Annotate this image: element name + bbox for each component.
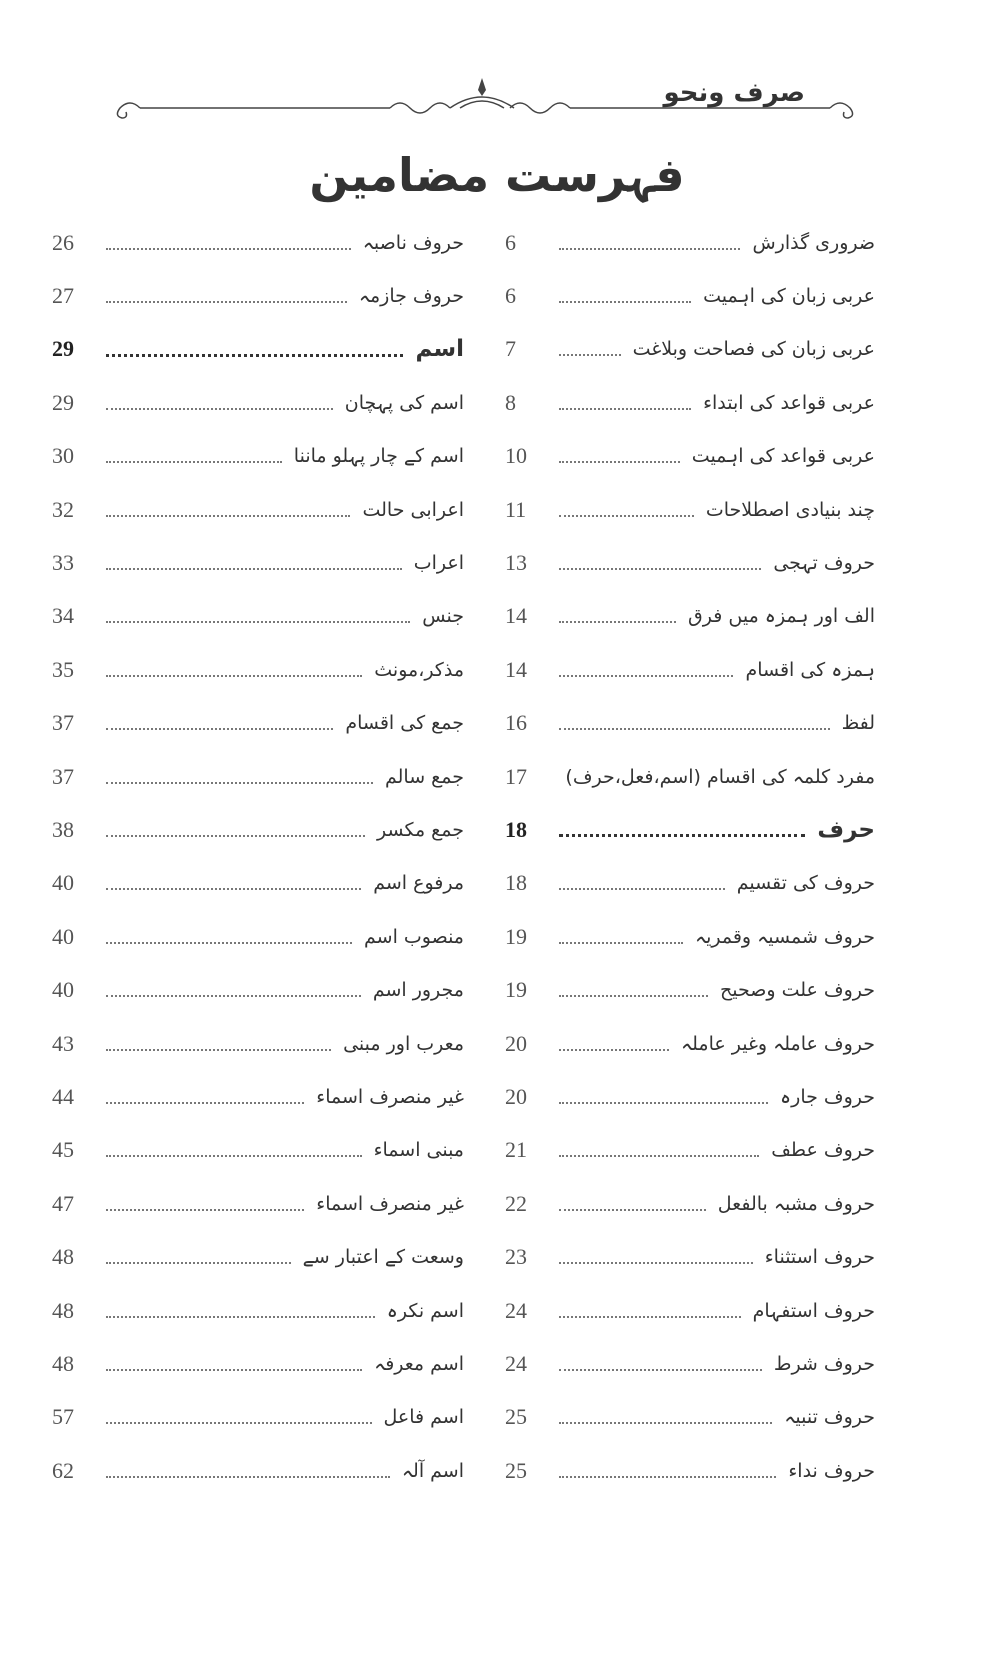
toc-entry[interactable] bbox=[505, 269, 875, 322]
toc-entry[interactable] bbox=[52, 1124, 464, 1177]
entry-title: اعراب bbox=[413, 552, 464, 575]
page-number: 34 bbox=[52, 603, 74, 629]
page-number: 24 bbox=[505, 1297, 527, 1323]
page-number: 62 bbox=[52, 1457, 74, 1483]
page-number: 17 bbox=[505, 763, 527, 789]
page-number: 48 bbox=[52, 1244, 74, 1270]
entry-title: حروف جارہ bbox=[780, 1085, 875, 1108]
dot-leader bbox=[559, 354, 621, 356]
dot-leader bbox=[106, 408, 333, 410]
page-number: 32 bbox=[52, 496, 74, 522]
dot-leader bbox=[559, 1209, 706, 1211]
dot-leader bbox=[559, 568, 761, 570]
page-number: 45 bbox=[52, 1137, 74, 1163]
page-number: 6 bbox=[505, 229, 516, 255]
page-number: 33 bbox=[52, 550, 74, 576]
toc-entry[interactable] bbox=[505, 376, 875, 429]
entry-title: عربی قواعد کی ابتداء bbox=[703, 391, 875, 414]
entry-title: اسم کی پہچان bbox=[344, 391, 464, 414]
dot-leader bbox=[106, 1476, 390, 1478]
entry-title: غیر منصرف اسماء bbox=[316, 1085, 464, 1108]
entry-title: وسعت کے اعتبار سے bbox=[302, 1246, 464, 1269]
page-header bbox=[100, 70, 865, 130]
toc-entry[interactable] bbox=[52, 323, 464, 376]
page-number: 25 bbox=[505, 1404, 527, 1430]
toc-entry[interactable] bbox=[52, 1391, 464, 1444]
page-number: 44 bbox=[52, 1083, 74, 1109]
dot-leader bbox=[106, 621, 410, 623]
page-number: 18 bbox=[505, 816, 527, 842]
entry-title: حروف علت وصحیح bbox=[719, 979, 875, 1002]
page-number: 27 bbox=[52, 283, 74, 309]
entry-title: الف اور ہمزہ میں فرق bbox=[688, 605, 875, 628]
entry-title: حروف مشبہ بالفعل bbox=[717, 1192, 875, 1215]
page-number: 30 bbox=[52, 443, 74, 469]
dot-leader bbox=[106, 888, 361, 890]
page-number: 6 bbox=[505, 283, 516, 309]
dot-leader bbox=[559, 995, 708, 997]
entry-title: لفظ bbox=[841, 712, 875, 735]
toc-entry[interactable] bbox=[52, 376, 464, 429]
dot-leader bbox=[559, 515, 694, 517]
toc-entry[interactable] bbox=[52, 1070, 464, 1123]
page-number: 22 bbox=[505, 1190, 527, 1216]
page-number: 37 bbox=[52, 763, 74, 789]
entry-title: چند بنیادی اصطلاحات bbox=[705, 498, 875, 521]
page-number: 47 bbox=[52, 1190, 74, 1216]
page-number: 48 bbox=[52, 1350, 74, 1376]
dot-leader bbox=[559, 1369, 762, 1371]
entry-title: حروف عطف bbox=[771, 1139, 875, 1162]
toc-entry[interactable] bbox=[505, 323, 875, 376]
entry-title: مذکر،مونث bbox=[374, 658, 464, 681]
dot-leader bbox=[559, 248, 740, 250]
toc-entry[interactable] bbox=[52, 430, 464, 483]
toc-entry[interactable] bbox=[505, 1230, 875, 1283]
page-number: 19 bbox=[505, 977, 527, 1003]
entry-title: حرف bbox=[817, 816, 875, 843]
dot-leader bbox=[559, 1102, 768, 1104]
dot-leader bbox=[106, 1209, 304, 1211]
entry-title: حروف جازمہ bbox=[358, 285, 464, 308]
toc-entry[interactable] bbox=[52, 1444, 464, 1497]
toc-column-left bbox=[52, 216, 464, 1497]
dot-leader bbox=[559, 1316, 741, 1318]
toc-entry[interactable] bbox=[52, 590, 464, 643]
entry-title: جمع کی اقسام bbox=[345, 712, 464, 735]
entry-title: حروف ناصبہ bbox=[362, 231, 464, 254]
entry-title: ہمزہ کی اقسام bbox=[745, 658, 875, 681]
entry-title: حروف شرط bbox=[773, 1352, 875, 1375]
toc-entry[interactable] bbox=[505, 1391, 875, 1444]
dot-leader bbox=[106, 354, 403, 357]
dot-leader bbox=[559, 1049, 669, 1051]
entry-title: حروف تہجی bbox=[773, 552, 875, 575]
entry-title: مفرد کلمہ کی اقسام (اسم،فعل،حرف) bbox=[565, 765, 875, 788]
page-number: 35 bbox=[52, 656, 74, 682]
toc-column-right bbox=[505, 216, 875, 1497]
dot-leader bbox=[106, 782, 373, 784]
toc-entry[interactable] bbox=[52, 483, 464, 536]
entry-title: حروف نداء bbox=[788, 1459, 875, 1482]
page-title: فہرست مضامین bbox=[309, 148, 685, 202]
toc-entry[interactable] bbox=[52, 750, 464, 803]
toc-entry[interactable] bbox=[52, 1177, 464, 1230]
dot-leader bbox=[106, 835, 365, 837]
page-number: 40 bbox=[52, 977, 74, 1003]
toc-entry[interactable] bbox=[505, 483, 875, 536]
entry-title: اسم آلہ bbox=[401, 1459, 464, 1482]
dot-leader bbox=[106, 1369, 362, 1371]
entry-title: اسم کے چار پہلو ماننا bbox=[293, 445, 464, 468]
page-number: 25 bbox=[505, 1457, 527, 1483]
page-number: 29 bbox=[52, 336, 74, 362]
page-number: 29 bbox=[52, 389, 74, 415]
toc-entry[interactable] bbox=[52, 536, 464, 589]
page-number: 8 bbox=[505, 389, 516, 415]
dot-leader bbox=[559, 461, 680, 463]
page-number: 13 bbox=[505, 550, 527, 576]
entry-title: جمع مکسر bbox=[377, 818, 464, 841]
toc-entry[interactable] bbox=[52, 1284, 464, 1337]
entry-title: عربی زبان کی اہمیت bbox=[703, 285, 875, 308]
entry-title: مجرور اسم bbox=[372, 979, 464, 1002]
entry-title: مبنی اسماء bbox=[373, 1139, 464, 1162]
page-number: 18 bbox=[505, 870, 527, 896]
page-number: 48 bbox=[52, 1297, 74, 1323]
dot-leader bbox=[106, 1316, 375, 1318]
toc-entry[interactable] bbox=[52, 963, 464, 1016]
toc-entry[interactable] bbox=[52, 1337, 464, 1390]
page-number: 16 bbox=[505, 710, 527, 736]
toc-entry[interactable] bbox=[52, 857, 464, 910]
dot-leader bbox=[106, 301, 347, 303]
page-number: 24 bbox=[505, 1350, 527, 1376]
toc-entry[interactable] bbox=[505, 536, 875, 589]
toc-entry[interactable] bbox=[52, 1230, 464, 1283]
dot-leader bbox=[559, 728, 830, 730]
entry-title: اسم فاعل bbox=[383, 1406, 464, 1429]
dot-leader bbox=[106, 568, 402, 570]
entry-title: عربی زبان کی فصاحت وبلاغت bbox=[632, 338, 875, 361]
page-number: 40 bbox=[52, 870, 74, 896]
page-number: 10 bbox=[505, 443, 527, 469]
dot-leader bbox=[106, 1155, 362, 1157]
entry-title: جنس bbox=[422, 605, 464, 628]
page-number: 7 bbox=[505, 336, 516, 362]
page-number: 11 bbox=[505, 496, 527, 522]
entry-title: جمع سالم bbox=[384, 765, 464, 788]
page-number: 37 bbox=[52, 710, 74, 736]
page-number: 26 bbox=[52, 229, 74, 255]
toc-entry[interactable] bbox=[505, 1017, 875, 1070]
dot-leader bbox=[106, 515, 350, 517]
toc-entry[interactable] bbox=[505, 216, 875, 269]
dot-leader bbox=[559, 942, 683, 944]
dot-leader bbox=[106, 248, 351, 250]
entry-title: حروف استثناء bbox=[764, 1246, 875, 1269]
toc-entry[interactable] bbox=[505, 750, 875, 803]
toc-entry[interactable] bbox=[52, 216, 464, 269]
dot-leader bbox=[559, 301, 691, 303]
toc-entry[interactable] bbox=[505, 857, 875, 910]
dot-leader bbox=[106, 1102, 304, 1104]
toc-entry[interactable] bbox=[505, 697, 875, 750]
page-number: 21 bbox=[505, 1137, 527, 1163]
toc-entry[interactable] bbox=[52, 697, 464, 750]
dot-leader bbox=[106, 1049, 331, 1051]
dot-leader bbox=[106, 1262, 291, 1264]
toc-entry[interactable] bbox=[52, 643, 464, 696]
toc-entry[interactable] bbox=[52, 1017, 464, 1070]
dot-leader bbox=[559, 1476, 776, 1478]
page-number: 40 bbox=[52, 923, 74, 949]
entry-title: اعرابی حالت bbox=[362, 498, 464, 521]
page-number: 19 bbox=[505, 923, 527, 949]
entry-title: اسم معرفہ bbox=[374, 1352, 464, 1375]
dot-leader bbox=[559, 1422, 772, 1424]
toc-entry[interactable] bbox=[505, 1070, 875, 1123]
page-number: 43 bbox=[52, 1030, 74, 1056]
dot-leader bbox=[106, 461, 282, 463]
entry-title: عربی قواعد کی اہمیت bbox=[691, 445, 875, 468]
dot-leader bbox=[559, 1262, 753, 1264]
dot-leader bbox=[559, 675, 733, 677]
toc-entry[interactable] bbox=[52, 269, 464, 322]
page-number: 57 bbox=[52, 1404, 74, 1430]
toc-entry[interactable] bbox=[52, 803, 464, 856]
page-number: 23 bbox=[505, 1244, 527, 1270]
toc-entry[interactable] bbox=[505, 1444, 875, 1497]
dot-leader bbox=[106, 942, 352, 944]
entry-title: حروف شمسیہ وقمریہ bbox=[694, 925, 875, 948]
toc-entry[interactable] bbox=[505, 1337, 875, 1390]
page-number: 38 bbox=[52, 816, 74, 842]
entry-title: ضروری گذارش bbox=[752, 231, 875, 254]
dot-leader bbox=[106, 728, 333, 730]
dot-leader bbox=[559, 834, 805, 837]
entry-title: حروف عاملہ وغیر عاملہ bbox=[681, 1032, 875, 1055]
entry-title: معرب اور مبنی bbox=[343, 1032, 464, 1055]
toc-entry[interactable] bbox=[505, 1177, 875, 1230]
page-number: 20 bbox=[505, 1083, 527, 1109]
entry-title: حروف تنبیہ bbox=[784, 1406, 875, 1429]
dot-leader bbox=[559, 888, 725, 890]
page-number: 14 bbox=[505, 656, 527, 682]
entry-title: اسم bbox=[415, 336, 464, 363]
toc-entry[interactable] bbox=[505, 1124, 875, 1177]
entry-title: غیر منصرف اسماء bbox=[316, 1192, 464, 1215]
toc-entry[interactable] bbox=[505, 430, 875, 483]
dot-leader bbox=[559, 1155, 759, 1157]
toc-entry[interactable] bbox=[505, 590, 875, 643]
entry-title: اسم نکرہ bbox=[386, 1299, 464, 1322]
entry-title: مرفوع اسم bbox=[373, 872, 464, 895]
dot-leader bbox=[106, 675, 362, 677]
page-number: 20 bbox=[505, 1030, 527, 1056]
toc-entry[interactable] bbox=[505, 963, 875, 1016]
dot-leader bbox=[559, 621, 676, 623]
toc-entry[interactable] bbox=[505, 643, 875, 696]
dot-leader bbox=[106, 995, 361, 997]
toc-entry[interactable] bbox=[505, 1284, 875, 1337]
page-number: 14 bbox=[505, 603, 527, 629]
entry-title: منصوب اسم bbox=[364, 925, 464, 948]
toc-entry[interactable] bbox=[505, 910, 875, 963]
book-title: صرف ونحو bbox=[663, 78, 805, 108]
toc-entry[interactable] bbox=[52, 910, 464, 963]
entry-title: حروف استفہام bbox=[752, 1299, 875, 1322]
dot-leader bbox=[106, 1422, 372, 1424]
dot-leader bbox=[559, 408, 691, 410]
entry-title: حروف کی تقسیم bbox=[736, 872, 875, 895]
toc-entry[interactable] bbox=[505, 803, 875, 856]
